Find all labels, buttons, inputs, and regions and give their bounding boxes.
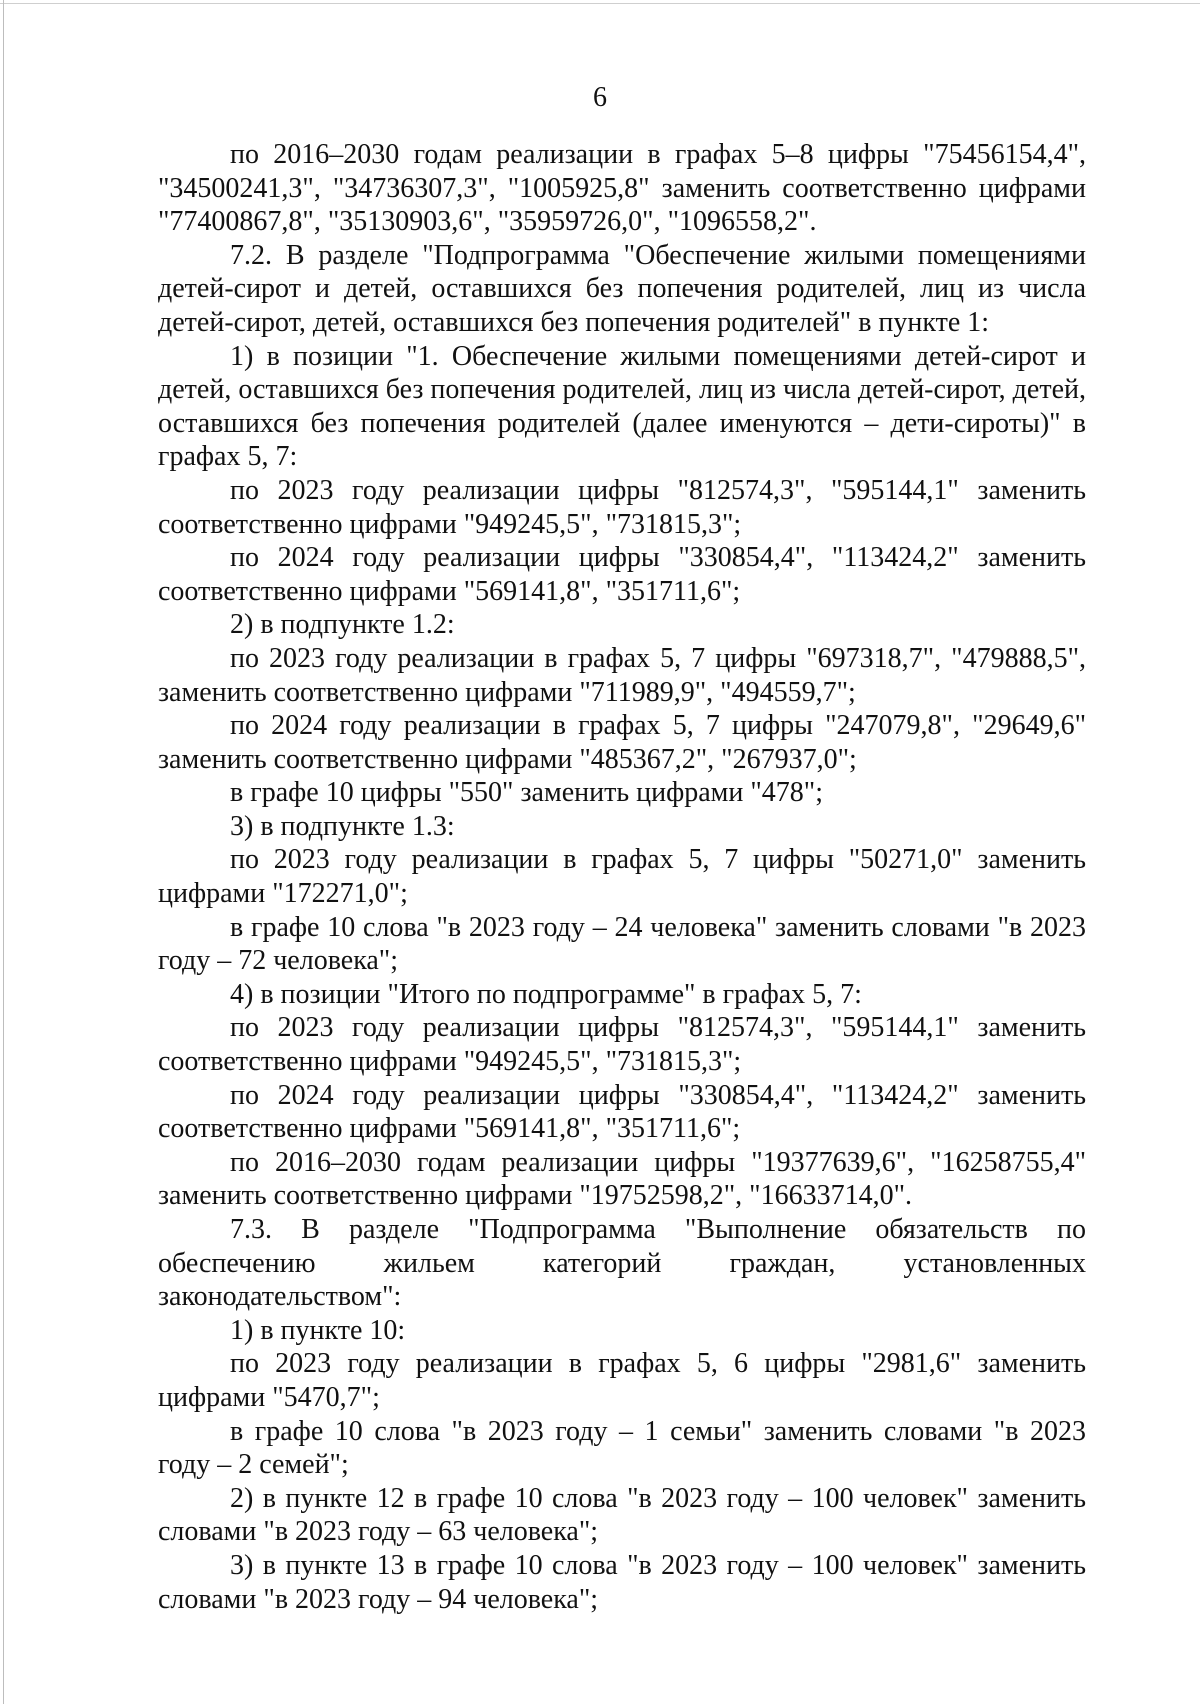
scan-edge-top — [0, 3, 1200, 4]
paragraph: 7.3. В разделе "Подпрограмма "Выполнение обязательств по обеспечению жильем категорий граждан, установленных законодательством": — [158, 1214, 1086, 1313]
paragraph: 7.2. В разделе "Подпрограмма "Обеспечение жилыми помещениями детей-сирот и детей, оставшихся без попечения родителей, лиц из числа детей-сирот, детей, оставшихся без попечения родителей" в пункте 1: — [158, 239, 1086, 338]
paragraph: по 2023 году реализации в графах 5, 6 цифры "2981,6" заменить цифрами "5470,7"; — [158, 1348, 1086, 1413]
paragraph: по 2016–2030 годам реализации цифры "19377639,6", "16258755,4" заменить соответственно цифрами "19752598,2", "16633714,0". — [158, 1146, 1086, 1212]
paragraph: по 2023 году реализации в графах 5, 7 цифры "697318,7", "479888,5", заменить соответственно цифрами "711989,9", "494559,7"; — [158, 642, 1086, 708]
paragraph: в графе 10 слова "в 2023 году – 24 человека" заменить словами "в 2023 году – 72 человека"; — [158, 911, 1086, 977]
paragraph: по 2023 году реализации в графах 5, 7 цифры "50271,0" заменить цифрами "172271,0"; — [158, 844, 1086, 910]
paragraph: 3) в пункте 13 в графе 10 слова "в 2023 году – 100 человек" заменить словами "в 2023 году – 94 человека"; — [158, 1549, 1086, 1615]
paragraph: по 2023 году реализации цифры "812574,3", "595144,1" заменить соответственно цифрами "949245,5", "731815,3"; — [158, 474, 1086, 540]
paragraph: 3) в подпункте 1.3: — [230, 810, 455, 842]
paragraph: 2) в пункте 12 в графе 10 слова "в 2023 году – 100 человек" заменить словами "в 2023 году – 63 человека"; — [158, 1482, 1086, 1548]
paragraph: по 2024 году реализации цифры "330854,4", "113424,2" заменить соответственно цифрами "569141,8", "351711,6"; — [158, 1079, 1086, 1145]
page-number: 6 — [593, 82, 607, 113]
paragraph: по 2016–2030 годам реализации в графах 5–8 цифры "75456154,4", "34500241,3", "34736307,3", "1005925,8" заменить соответственно цифрами "77400867,8", "35130903,6", "35959726,0", "1096558,2". — [158, 139, 1086, 238]
paragraph: 4) в позиции "Итого по подпрограмме" в графах 5, 7: — [230, 978, 862, 1010]
paragraph: по 2024 году реализации цифры "330854,4", "113424,2" заменить соответственно цифрами "569141,8", "351711,6"; — [158, 542, 1086, 607]
paragraph: в графе 10 слова "в 2023 году – 1 семьи" заменить словами "в 2023 году – 2 семей"; — [158, 1415, 1086, 1481]
paragraph: 1) в позиции "1. Обеспечение жилыми помещениями детей-сирот и детей, оставшихся без попечения родителей, лиц из числа детей-сирот, детей, оставшихся без попечения родителей (далее именуются – дети-сироты)" в графах 5, 7: — [158, 340, 1086, 473]
document-body — [158, 138, 1086, 1616]
paragraph: по 2024 году реализации в графах 5, 7 цифры "247079,8", "29649,6" заменить соответственно цифрами "485367,2", "267937,0"; — [158, 710, 1086, 775]
scan-edge-left — [3, 0, 4, 1704]
paragraph: в графе 10 цифры "550" заменить цифрами "478"; — [230, 777, 823, 809]
paragraph: 2) в подпункте 1.2: — [230, 609, 455, 641]
paragraph: 1) в пункте 10: — [230, 1314, 406, 1346]
paragraph: по 2023 году реализации цифры "812574,3", "595144,1" заменить соответственно цифрами "949245,5", "731815,3"; — [158, 1012, 1086, 1078]
